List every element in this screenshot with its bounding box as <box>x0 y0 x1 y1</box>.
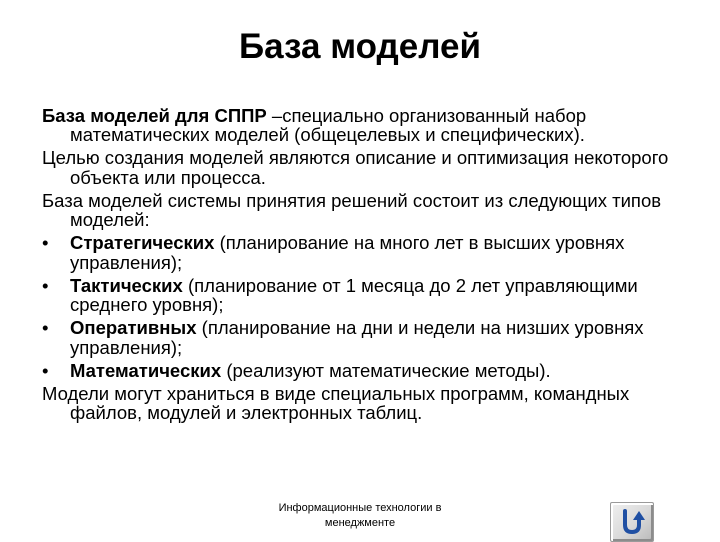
footer-line-1: Информационные технологии в <box>278 502 442 514</box>
return-button[interactable] <box>610 502 654 542</box>
bullet-description: (реализуют математические методы). <box>221 359 551 381</box>
paragraph-storage: Модели могут храниться в виде специальных программ, командных файлов, модулей и электронных таблиц. <box>42 383 630 424</box>
bullet-description: (планирование на дни и недели на низших уровнях управления); <box>70 317 644 358</box>
bullet-term: Оперативных <box>70 317 197 339</box>
term-dss-model-base: База моделей для СППР <box>42 105 267 126</box>
bullet-term: Тактических <box>70 274 183 296</box>
definition-text: –специально организованный набор математических моделей (общецелевых и специфических). <box>70 105 587 146</box>
bullet-description: (планирование на много лет в высших уровнях управления); <box>70 232 625 273</box>
bullet-icon: • <box>42 317 49 339</box>
list-item-tactical <box>42 276 682 315</box>
list-item-mathematical <box>42 361 682 380</box>
paragraph-model-types-intro: База моделей системы принятия решений состоит из следующих типов моделей: <box>42 189 662 231</box>
bullet-icon: • <box>42 274 49 296</box>
paragraph-purpose: Целью создания моделей являются описание и оптимизация некоторого объекта или процесса. <box>42 147 669 188</box>
bullet-icon: • <box>42 232 49 254</box>
bullet-term: Математических <box>70 359 222 381</box>
bullet-description: (планирование от 1 месяца до 2 лет управляющими среднего уровня); <box>70 274 638 316</box>
bullet-term: Стратегических <box>70 232 215 254</box>
return-arrow-icon <box>618 507 646 537</box>
footer-line-2: менеджменте <box>324 517 396 529</box>
slide-body <box>42 106 682 427</box>
bullet-icon: • <box>42 359 49 381</box>
paragraph-definition <box>42 106 682 145</box>
slide-title: База моделей <box>239 27 481 66</box>
list-item-strategic <box>42 233 682 272</box>
list-item-operational <box>42 318 682 357</box>
slide-footer <box>240 501 480 531</box>
